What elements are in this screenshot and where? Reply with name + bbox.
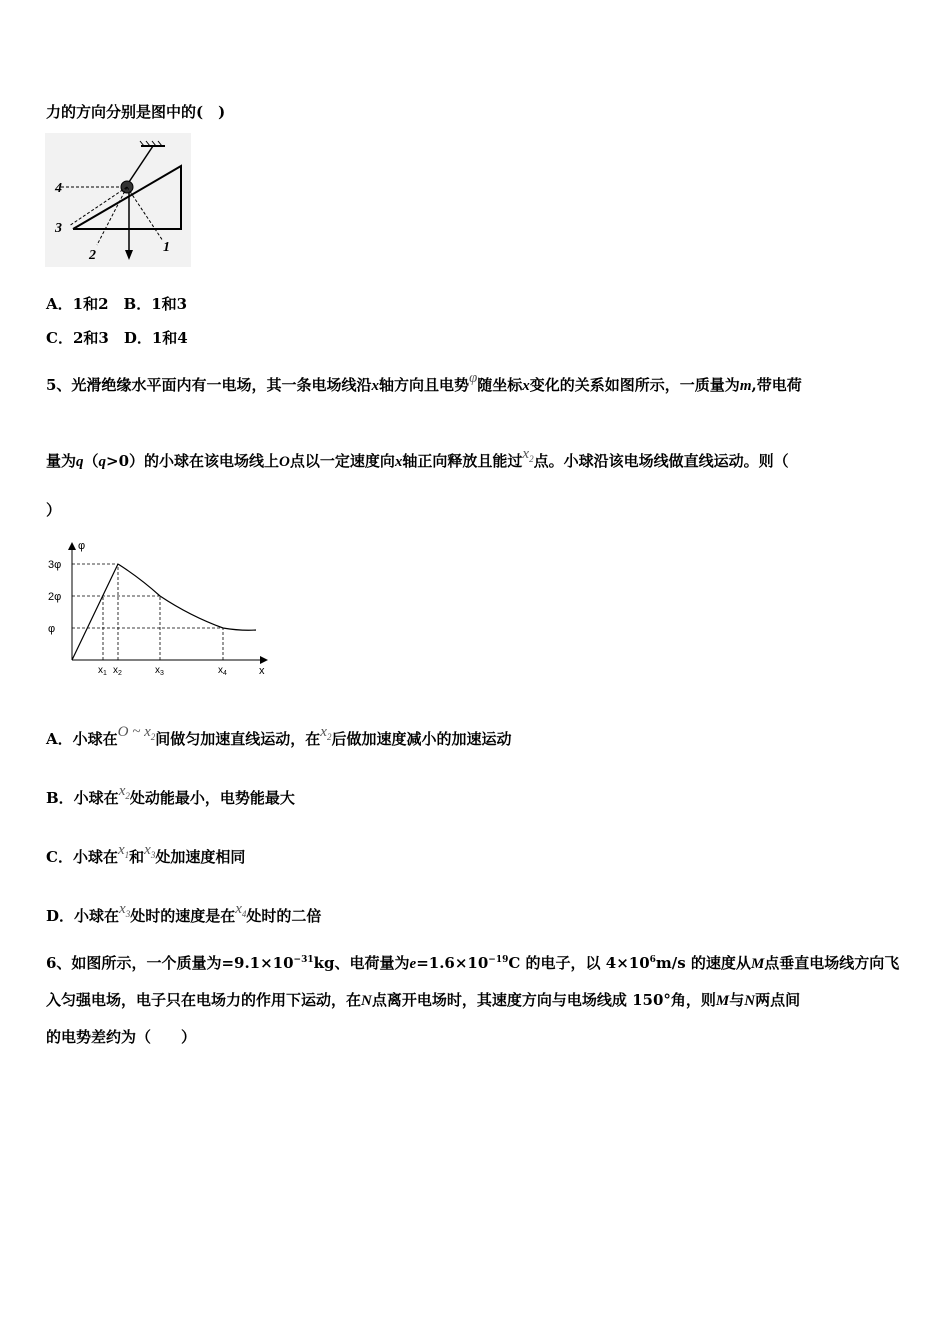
q5-sub: 3 xyxy=(125,909,131,919)
q5-text: 点。小球沿该电场线做直线运动。则（ xyxy=(533,452,789,470)
q4-stem-tail: 力的方向分别是图中的( ) xyxy=(46,103,226,121)
x-tick-label: $x_2$ xyxy=(113,665,122,677)
x-tick-label: $x_3$ xyxy=(155,665,164,677)
q5-option-a xyxy=(46,724,512,755)
q5-x: x xyxy=(320,724,327,740)
q5-text: 处时的速度是在 xyxy=(130,907,236,925)
q4-label-3: 3 xyxy=(55,221,62,236)
q5-text: 间做匀加速直线运动，在 xyxy=(155,730,321,748)
q5-x: x xyxy=(144,842,151,858)
q5-text: 量为 xyxy=(46,452,77,470)
q5-x4-symbol xyxy=(235,901,246,917)
q5-x: x xyxy=(117,842,125,858)
y-tick-label: φ xyxy=(48,623,56,635)
q5-x2-symbol xyxy=(119,783,130,799)
q6-text: 点垂直电场线方向飞 xyxy=(764,954,900,972)
q5-text: C．小球在 xyxy=(46,848,118,866)
q5-text: >0）的小球在该电场线上 xyxy=(106,452,280,470)
q6-text: 与 xyxy=(729,991,745,1009)
q5-text: B．小球在 xyxy=(46,789,119,807)
q4-label-2: 2 xyxy=(89,248,96,263)
y-tick-label: 3φ xyxy=(48,559,62,571)
q5-O: O xyxy=(279,454,290,470)
q5-option-b xyxy=(46,783,295,814)
q5-x: x xyxy=(119,901,126,917)
q5-sub: 1 xyxy=(124,850,130,860)
q5-x3-symbol xyxy=(119,901,130,917)
q6-exp: 6 xyxy=(649,955,656,965)
q6-text: 入匀强电场，电子只在电场力的作用下运动，在 xyxy=(46,991,362,1009)
q5-x: x xyxy=(394,454,403,470)
q4-options-row2: C．2和3 D．1和4 xyxy=(46,329,188,347)
q4-incline-diagram xyxy=(45,133,191,267)
q5-stem-line2 xyxy=(46,446,789,477)
q5-text: 随坐标 xyxy=(477,376,523,394)
q6-N: N xyxy=(361,993,372,1009)
q5-text: ,带电荷 xyxy=(751,376,802,394)
q5-x3-symbol xyxy=(144,842,155,858)
q4-figure xyxy=(45,133,191,267)
q5-sub: 2 xyxy=(150,732,156,742)
q6-exp: −31 xyxy=(293,955,314,965)
q5-text: 处时的二倍 xyxy=(246,907,322,925)
q6-stem-line2 xyxy=(46,990,800,1011)
q5-chart-svg xyxy=(46,535,271,680)
q5-x2-symbol xyxy=(320,724,331,740)
q6-text: 6、如图所示，一个质量为=9.1×10 xyxy=(46,954,294,972)
q5-option-d xyxy=(46,901,322,932)
x-axis-label: x xyxy=(259,665,265,677)
q5-sub: 4 xyxy=(241,909,247,919)
q5-x2-symbol xyxy=(522,446,533,462)
q6-e: e xyxy=(409,956,417,972)
q4-options-row1: A．1和2 B．1和3 xyxy=(46,295,188,313)
q5-text: 处动能最小，电势能最大 xyxy=(129,789,295,807)
q5-x: x xyxy=(522,446,530,462)
y-axis-arrow xyxy=(68,542,76,550)
q5-text: （ xyxy=(83,452,99,470)
q5-x: x xyxy=(371,378,379,394)
q5-sub: 3 xyxy=(150,850,156,860)
q6-stem-line3: 的电势差约为（ ） xyxy=(46,1028,197,1046)
phi-decay-curve xyxy=(118,564,256,630)
q6-text: kg、电荷量为 xyxy=(313,954,410,972)
q5-text: 变化的关系如图所示，一质量为 xyxy=(529,376,740,394)
q5-sub: 2 xyxy=(529,454,534,464)
x-axis-arrow xyxy=(260,656,268,664)
q6-text: C 的电子，以 4×10 xyxy=(508,954,650,972)
phi-rising-segment xyxy=(72,564,118,660)
q5-stem-line3: ） xyxy=(46,501,62,519)
q5-q: q xyxy=(98,454,107,470)
q5-text: 处加速度相同 xyxy=(155,848,246,866)
q6-text: =1.6×10 xyxy=(416,954,489,972)
q5-phi-symbol: φ xyxy=(468,370,478,386)
q4-label-4: 4 xyxy=(55,181,62,196)
y-tick-label: 2φ xyxy=(48,591,62,603)
q6-stem-line1 xyxy=(46,953,899,974)
q4-label-1: 1 xyxy=(163,240,170,255)
q5-text: 5、光滑绝缘水平面内有一电场，其一条电场线沿 xyxy=(46,376,372,394)
q6-text: m/s 的速度从 xyxy=(655,954,751,972)
q5-text: 点以一定速度向 xyxy=(289,452,395,470)
q5-phi-x-chart xyxy=(46,535,271,680)
q5-text: 后做加速度减小的加速运动 xyxy=(331,730,512,748)
q5-sub: 2 xyxy=(125,791,130,801)
q5-text: D．小球在 xyxy=(46,907,120,925)
q5-x: x xyxy=(522,378,530,394)
q5-text: 轴正向释放且能过 xyxy=(402,452,523,470)
q5-range: O ~ x xyxy=(117,724,151,740)
q5-q: q xyxy=(76,454,84,470)
q6-M: M xyxy=(750,956,765,972)
q5-stem-line1 xyxy=(46,370,802,396)
q6-M: M xyxy=(715,993,730,1009)
q5-range-symbol xyxy=(118,724,156,740)
q5-option-c xyxy=(46,842,246,873)
q5-m: m xyxy=(739,378,752,394)
q6-N: N xyxy=(744,993,756,1009)
q5-text: 和 xyxy=(129,848,145,866)
q6-text: 点离开电场时，其速度方向与电场线成 150°角，则 xyxy=(371,991,716,1009)
q5-x: x xyxy=(118,783,126,799)
q5-sub: 2 xyxy=(326,732,332,742)
q5-text: 轴方向且电势 xyxy=(378,376,469,394)
q6-text: 两点间 xyxy=(755,991,801,1009)
q5-text: A．小球在 xyxy=(46,730,118,748)
y-axis-label: φ xyxy=(78,540,86,552)
x-tick-label: $x_1$ xyxy=(98,665,107,677)
q5-x1-symbol xyxy=(118,842,129,858)
x-tick-label: $x_4$ xyxy=(218,665,227,677)
q5-x: x xyxy=(235,901,242,917)
q6-exp: −19 xyxy=(488,955,509,965)
